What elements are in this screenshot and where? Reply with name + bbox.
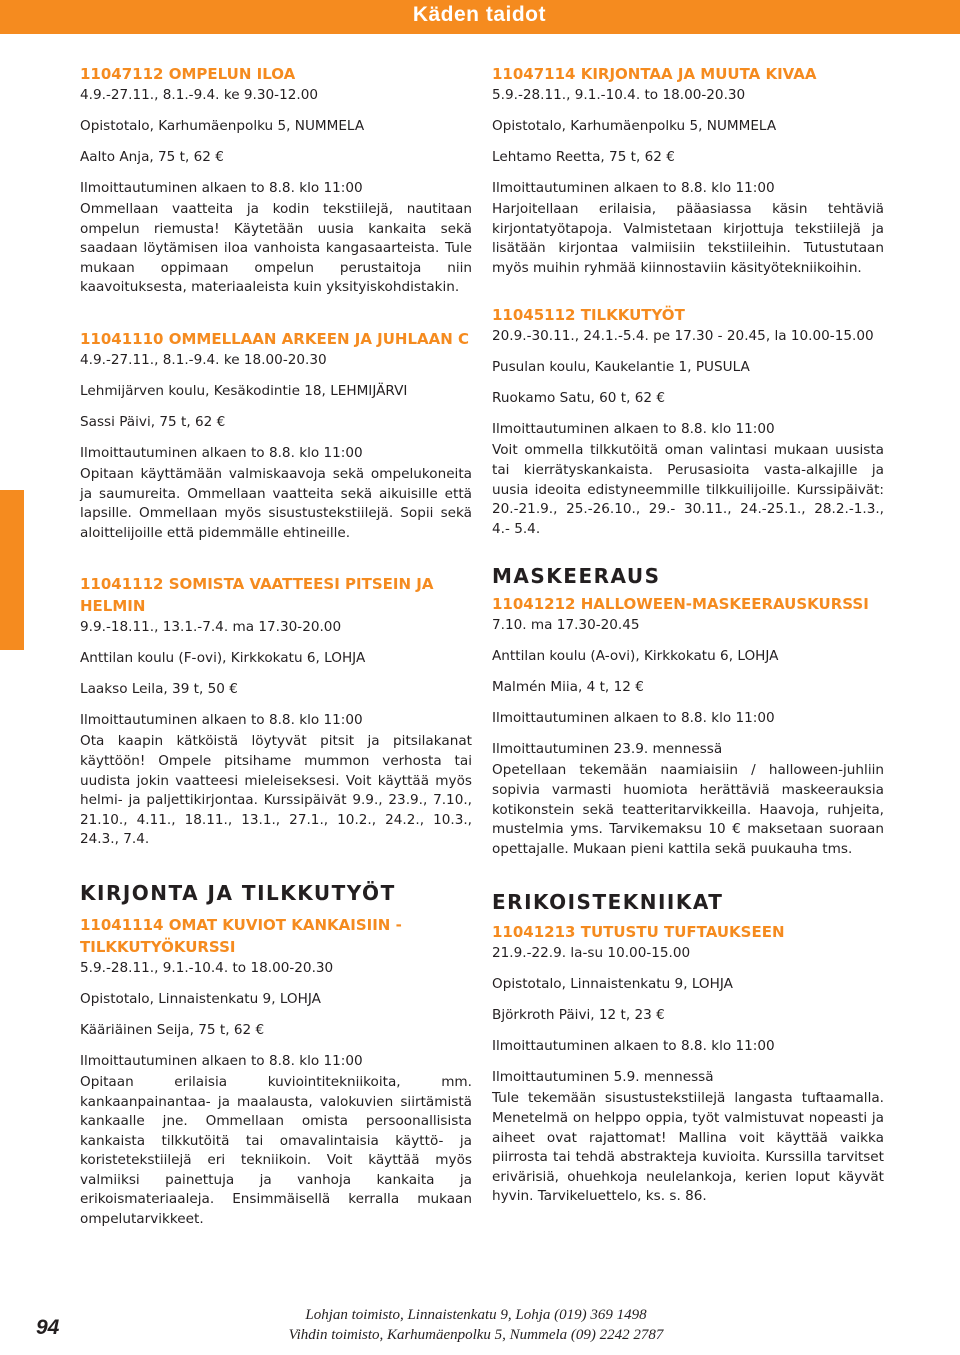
course-registration: Ilmoittautuminen alkaen to 8.8. klo 11:00 xyxy=(80,712,363,729)
course-tilkkutyot xyxy=(492,304,884,539)
footer-office-lohja: Lohjan toimisto, Linnaistenkatu 9, Lohja (019) 369 1498 xyxy=(305,1307,647,1323)
section-title: Käden taidot xyxy=(412,3,546,26)
course-place: Opistotalo, Karhumäenpolku 5, NUMMELA xyxy=(492,118,777,134)
course-dates: 7.10. ma 17.30-20.45 xyxy=(492,617,640,634)
course-registration-deadline: Ilmoittautuminen 5.9. mennessä xyxy=(492,1069,714,1086)
left-column xyxy=(80,63,472,1230)
course-dates: 9.9.-18.11., 13.1.-7.4. ma 17.30-20.00 xyxy=(80,619,342,636)
header-bar xyxy=(0,0,960,34)
course-teacher: Aalto Anja, 75 t, 62 € xyxy=(80,149,224,165)
course-description: Opitaan käyttämään valmiskaavoja sekä ompelukoneita ja saumureita. Ommellaan vaatteita sekä aikuisille että lapsille. Ommellaan myös sisustustekstiilejä. Sopii sekä aloittelijoille että pidemmälle ehtineille. xyxy=(80,465,472,541)
course-title: 11047112 OMPELUN ILOA xyxy=(80,65,296,83)
course-title: 11041212 HALLOWEEN-MASKEERAUSKURSSI xyxy=(492,595,869,614)
right-column xyxy=(492,63,884,1207)
section-heading-kirjonta: KIRJONTA JA TILKKUTYÖT xyxy=(80,880,396,905)
course-title: 11041114 OMAT KUVIOT KANKAISIIN - TILKKUTYÖKURSSI xyxy=(80,915,402,956)
course-teacher: Sassi Päivi, 75 t, 62 € xyxy=(80,413,226,430)
course-title: 11041112 SOMISTA VAATTEESI PITSEIN JA HELMIN xyxy=(80,575,434,616)
course-teacher: Lehtamo Reetta, 75 t, 62 € xyxy=(492,149,675,165)
course-registration: Ilmoittautuminen alkaen to 8.8. klo 11:00 xyxy=(492,421,775,438)
section-heading-erikoistekniikat: ERIKOISTEKNIIKAT xyxy=(492,890,724,915)
course-registration: Ilmoittautuminen alkaen to 8.8. klo 11:00 xyxy=(80,180,363,196)
course-place: Opistotalo, Linnaistenkatu 9, LOHJA xyxy=(80,990,321,1007)
course-title: 11047114 KIRJONTAA JA MUUTA KIVAA xyxy=(492,65,817,83)
course-kirjontaa xyxy=(492,63,884,278)
course-teacher: Kääriäinen Seija, 75 t, 62 € xyxy=(80,1021,265,1038)
course-place: Opistotalo, Linnaistenkatu 9, LOHJA xyxy=(492,976,733,993)
course-dates: 21.9.-22.9. la-su 10.00-15.00 xyxy=(492,945,691,962)
course-dates: 4.9.-27.11., 8.1.-9.4. ke 9.30-12.00 xyxy=(80,87,318,103)
course-place: Opistotalo, Karhumäenpolku 5, NUMMELA xyxy=(80,118,365,134)
course-ompelun-iloa xyxy=(80,63,472,298)
course-description: Ommellaan vaatteita ja kodin tekstiilejä, nautitaan ompelun riemusta! Käytetään uusia kankaita sekä saadaan löytämisen iloa vanhoista kangasaarteista. Tule mukaan oppimaan ompelun perustaitoja niin kaavoituksesta, materiaaleista kuin yksityiskohdistakin. xyxy=(80,201,472,296)
footer-office-vihti: Vihdin toimisto, Karhumäenpolku 5, Nummela (09) 2242 2787 xyxy=(288,1327,664,1343)
course-registration: Ilmoittautuminen alkaen to 8.8. klo 11:00 xyxy=(80,1052,363,1069)
course-title: 11045112 TILKKUTYÖT xyxy=(492,306,685,325)
course-place: Anttilan koulu (F-ovi), Kirkkokatu 6, LOHJA xyxy=(80,650,366,667)
course-title: 11041110 OMMELLAAN ARKEEN JA JUHLAAN C xyxy=(80,329,470,348)
course-teacher: Malmén Miia, 4 t, 12 € xyxy=(492,679,644,696)
course-place: Pusulan koulu, Kaukelantie 1, PUSULA xyxy=(492,359,750,376)
course-registration: Ilmoittautuminen alkaen to 8.8. klo 11:00 xyxy=(80,444,363,461)
course-description: Opitaan erilaisia kuviointitekniikoita, mm. kankaanpainantaa- ja maalausta, valokuvien siirtämistä kankaalle jne. Ommellaan omista persoonallisista kankaista tilkkutöitä tai omavalintaisia käyttö- ja koristetekstiilejä eri tekniikoin. Voit käyttää myös valmiiksi painettuja ja vanhoja kankaita ja erikoismateriaaleja. Ensimmäisellä kerralla mukaan ompelutarvikkeet. xyxy=(80,1073,472,1228)
course-dates: 5.9.-28.11., 9.1.-10.4. to 18.00-20.30 xyxy=(80,959,334,976)
course-title: 11041213 TUTUSTU TUFTAUKSEEN xyxy=(492,923,785,942)
page-number: 94 xyxy=(36,1316,60,1339)
course-dates: 5.9.-28.11., 9.1.-10.4. to 18.00-20.30 xyxy=(492,87,746,103)
course-description: Ota kaapin kätköistä löytyvät pitsit ja pitsilakanat käyttöön! Ompele pitsihame mummon verhosta tai uudista jokin vaatteesi mieleiseksesi. Voit käyttää myös helmi- ja paljettikirjontaa. Kurssipäivät 9.9., 23.9., 7.10., 21.10., 4.11., 18.11., 13.1., 27.1., 10.2., 24.2., 10.3., 24.3., 7.4. xyxy=(80,733,472,848)
course-ommellaan-arkeen xyxy=(80,328,472,543)
course-registration: Ilmoittautuminen alkaen to 8.8. klo 11:00 xyxy=(492,710,775,727)
side-tab-marker xyxy=(0,490,24,650)
course-description: Opetellaan tekemään naamiaisiin / halloween-juhliin sopivia varmasti huomiota herättäviä maskeerauksia kotikonstein sekä teatteritarvikkeilla. Haavoja, ruhjeita, mustelmia yms. Tarvikemaksu 10 € maksetaan suoraan opettajalle. Mukaan pieni kattila sekä puukauha tms. xyxy=(492,762,884,857)
course-description: Voit ommella tilkkutöitä oman valintasi mukaan uusista tai kierrätyskankaista. Perusasioita vasta-alkajille ja uusia ideoita edistyneemmille tilkkuilijoille. Kurssipäivät: 20.-21.9., 25.-26.10., 29.- 30.11., 24.-25.1., 28.2.-1.3., 4.- 5.4. xyxy=(492,442,884,537)
course-tuftaus xyxy=(492,921,884,1207)
course-place: Anttilan koulu (A-ovi), Kirkkokatu 6, LOHJA xyxy=(492,648,779,665)
course-registration: Ilmoittautuminen alkaen to 8.8. klo 11:00 xyxy=(492,180,775,196)
section-heading-maskeeraus: MASKEERAUS xyxy=(492,564,661,589)
course-dates: 4.9.-27.11., 8.1.-9.4. ke 18.00-20.30 xyxy=(80,351,327,368)
course-place: Lehmijärven koulu, Kesäkodintie 18, LEHMIJÄRVI xyxy=(80,382,408,399)
course-teacher: Laakso Leila, 39 t, 50 € xyxy=(80,681,238,698)
course-registration-deadline: Ilmoittautuminen 23.9. mennessä xyxy=(492,741,723,758)
course-teacher: Björkroth Päivi, 12 t, 23 € xyxy=(492,1007,665,1024)
course-description: Tule tekemään sisustustekstiilejä langasta tuftaamalla. Menetelmä on helppo oppia, työt valmistuvat nopeasti ja aiheet ovat rajattomat! Mallina voit käyttää vaikka piirrosta tai tehdä abstrakteja kuvioita. Kurssilla tarvitset erivärisiä, ohuehkoja neulelankoja, kerien loput käyvät hyvin. Tarvikeluettelo, ks. s. 86. xyxy=(492,1090,884,1205)
course-dates: 20.9.-30.11., 24.1.-5.4. pe 17.30 - 20.45, la 10.00-15.00 xyxy=(492,328,874,345)
course-description: Harjoitellaan erilaisia, pääasiassa käsin tehtäviä kirjontatyötapoja. Valmistetaan kirjottuja tekstiilejä ja lisätään kirjontaa valmiisiin tekstiileihin. Tutustutaan myös muihin ryhmää kiinnostaviin käsityötekniikoihin. xyxy=(492,201,884,276)
course-registration: Ilmoittautuminen alkaen to 8.8. klo 11:00 xyxy=(492,1038,775,1055)
course-teacher: Ruokamo Satu, 60 t, 62 € xyxy=(492,390,666,407)
course-halloween xyxy=(492,593,884,859)
course-omat-kuviot xyxy=(80,914,472,1230)
course-somista-vaatteesi xyxy=(80,573,472,850)
